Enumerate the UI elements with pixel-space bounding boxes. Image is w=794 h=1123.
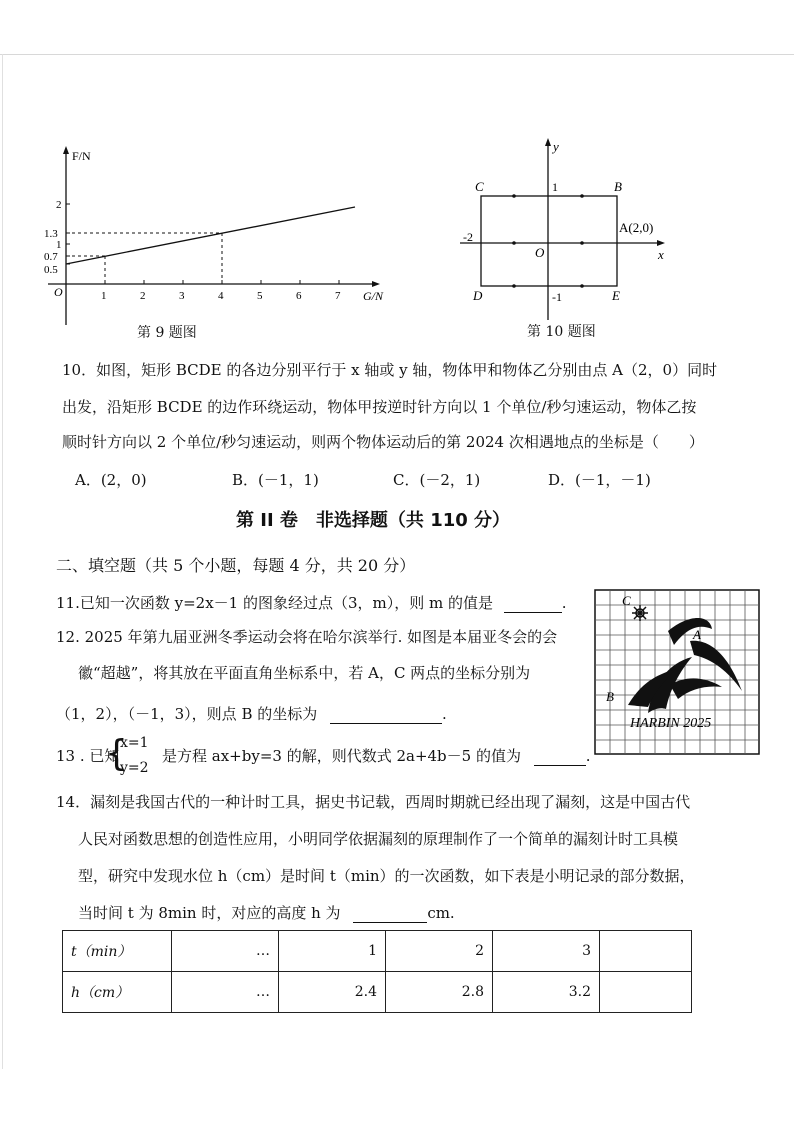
table-row-header: h（cm）	[63, 972, 172, 1013]
table-cell: …	[172, 972, 279, 1013]
fig9-xtick: 1	[101, 290, 107, 302]
q12-answer-blank	[330, 707, 442, 724]
fig9-ytick: 0.5	[44, 264, 58, 276]
fig10-tick-bottom: -1	[552, 290, 562, 304]
section-2-heading: 二、填空题（共 5 个小题，每题 4 分，共 20 分）	[56, 556, 416, 575]
table-cell: 1	[279, 931, 386, 972]
fig10-tick-left: -2	[463, 230, 473, 244]
figure-9-caption: 第 9 题图	[137, 325, 197, 341]
q10-option-b: B．(－1，1)	[232, 471, 319, 489]
q11-stem: 11.已知一次函数 y=2x－1 的图象经过点（3，m），则 m 的值是	[56, 594, 494, 612]
fig10-point-b: B	[614, 179, 622, 194]
logo-label-a: A	[693, 627, 701, 642]
fig9-x-label: G/N	[363, 289, 384, 303]
table-row	[63, 931, 692, 972]
q11-text: 11.已知一次函数 y=2x－1 的图象经过点（3，m），则 m 的值是 .	[56, 594, 567, 612]
table-row-header: t（min）	[63, 931, 172, 972]
table-cell: 2.8	[386, 972, 493, 1013]
table-cell: 3.2	[493, 972, 600, 1013]
table-cell	[600, 972, 692, 1013]
fig9-xtick: 4	[218, 290, 224, 302]
fig9-origin: O	[54, 285, 63, 299]
fig9-ytick: 1.3	[44, 228, 58, 240]
fig9-ytick: 0.7	[44, 251, 58, 263]
q12-line-2: 徽“超越”，将其放在平面直角坐标系中，若 A，C 两点的坐标分别为	[78, 664, 531, 682]
table-cell: 2	[386, 931, 493, 972]
fig9-y-label: F/N	[72, 149, 91, 163]
fig10-tick-top: 1	[552, 180, 558, 194]
q10-option-a: A．(2，0)	[75, 471, 147, 489]
fig9-function-line	[66, 207, 355, 264]
q10-line-2: 出发，沿矩形 BCDE 的边作环绕运动，物体甲按逆时针方向以 1 个单位/秒匀速运动，物体乙按	[62, 398, 697, 416]
part-2-title: 第 II 卷 非选择题（共 110 分）	[236, 510, 511, 531]
table-cell: 2.4	[279, 972, 386, 1013]
system-brace-icon: {	[105, 733, 128, 774]
fig9-y-arrow-icon	[63, 146, 69, 154]
q13-prefix: 13 . 已知	[56, 747, 120, 765]
snowflake-icon	[632, 605, 648, 621]
fig10-y-arrow-icon	[545, 138, 551, 146]
table-cell: …	[172, 931, 279, 972]
fig10-point-d: D	[473, 288, 483, 303]
q10-option-c: C．(－2，1)	[393, 471, 481, 489]
logo-caption: HARBIN 2025	[630, 716, 712, 731]
table-cell: 3	[493, 931, 600, 972]
fig9-ytick: 2	[56, 199, 62, 211]
q14-line-1: 14．漏刻是我国古代的一种计时工具，据史书记载，西周时期就已经出现了漏刻，这是中国古代	[56, 793, 691, 811]
fig10-origin: O	[535, 245, 545, 260]
fig9-xtick: 6	[296, 290, 302, 302]
q13-eq-2: y=2	[120, 760, 149, 776]
fig9-xtick: 5	[257, 290, 263, 302]
figure-10-caption: 第 10 题图	[527, 324, 596, 340]
data-table	[62, 930, 692, 1013]
q14-line-4: 当时间 t 为 8min 时，对应的高度 h 为 cm.	[78, 904, 455, 922]
page-top-edge	[0, 54, 794, 55]
q11-answer-blank	[504, 596, 562, 613]
q10-line-1: 10．如图，矩形 BCDE 的各边分别平行于 x 轴或 y 轴，物体甲和物体乙分别由点 A（2，0）同时	[62, 361, 718, 379]
q14-line-2: 人民对函数思想的创造性应用，小明同学依据漏刻的原理制作了一个简单的漏刻计时工具模	[78, 830, 679, 848]
figure-9-graph	[40, 140, 384, 320]
q13-answer-blank	[534, 749, 586, 766]
q13-text: 是方程 ax+by=3 的解，则代数式 2a+4b－5 的值为 .	[162, 747, 591, 765]
fig9-xtick: 2	[140, 290, 146, 302]
fig10-x-label: x	[658, 247, 664, 262]
q12-line-3: （1，2），（－1，3），则点 B 的坐标为 .	[56, 705, 447, 723]
rectangle-bcde	[481, 196, 617, 286]
table-cell	[600, 931, 692, 972]
fig9-xtick: 7	[335, 290, 341, 302]
fig9-xtick: 3	[179, 290, 185, 302]
fig9-ytick: 1	[56, 239, 62, 251]
logo-label-c: C	[622, 593, 631, 608]
logo-label-b: B	[606, 689, 614, 704]
table-row	[63, 972, 692, 1013]
q10-line-3: 顺时针方向以 2 个单位/秒匀速运动，则两个物体运动后的第 2024 次相遇地点的坐标是（ ）	[62, 433, 704, 451]
q12-line-1: 12. 2025 年第九届亚洲冬季运动会将在哈尔滨举行. 如图是本届亚冬会的会	[56, 628, 558, 646]
q14-answer-blank	[353, 906, 427, 923]
asian-winter-games-logo-grid	[594, 589, 760, 755]
fig10-y-label: y	[553, 139, 559, 154]
q13-eq-1: x=1	[120, 735, 149, 751]
fig10-x-arrow-icon	[657, 240, 665, 246]
fig10-point-c: C	[475, 179, 484, 194]
q10-option-d: D．(－1，－1)	[548, 471, 651, 489]
page-left-edge	[2, 54, 3, 1069]
fig10-point-e: E	[612, 288, 620, 303]
fig9-x-arrow-icon	[372, 281, 380, 287]
q14-line-3: 型，研究中发现水位 h（cm）是时间 t（min）的一次函数，如下表是小明记录的部分数据，	[78, 867, 695, 885]
figure-10-graph	[455, 135, 675, 325]
fig10-point-a: A(2,0)	[619, 220, 654, 235]
